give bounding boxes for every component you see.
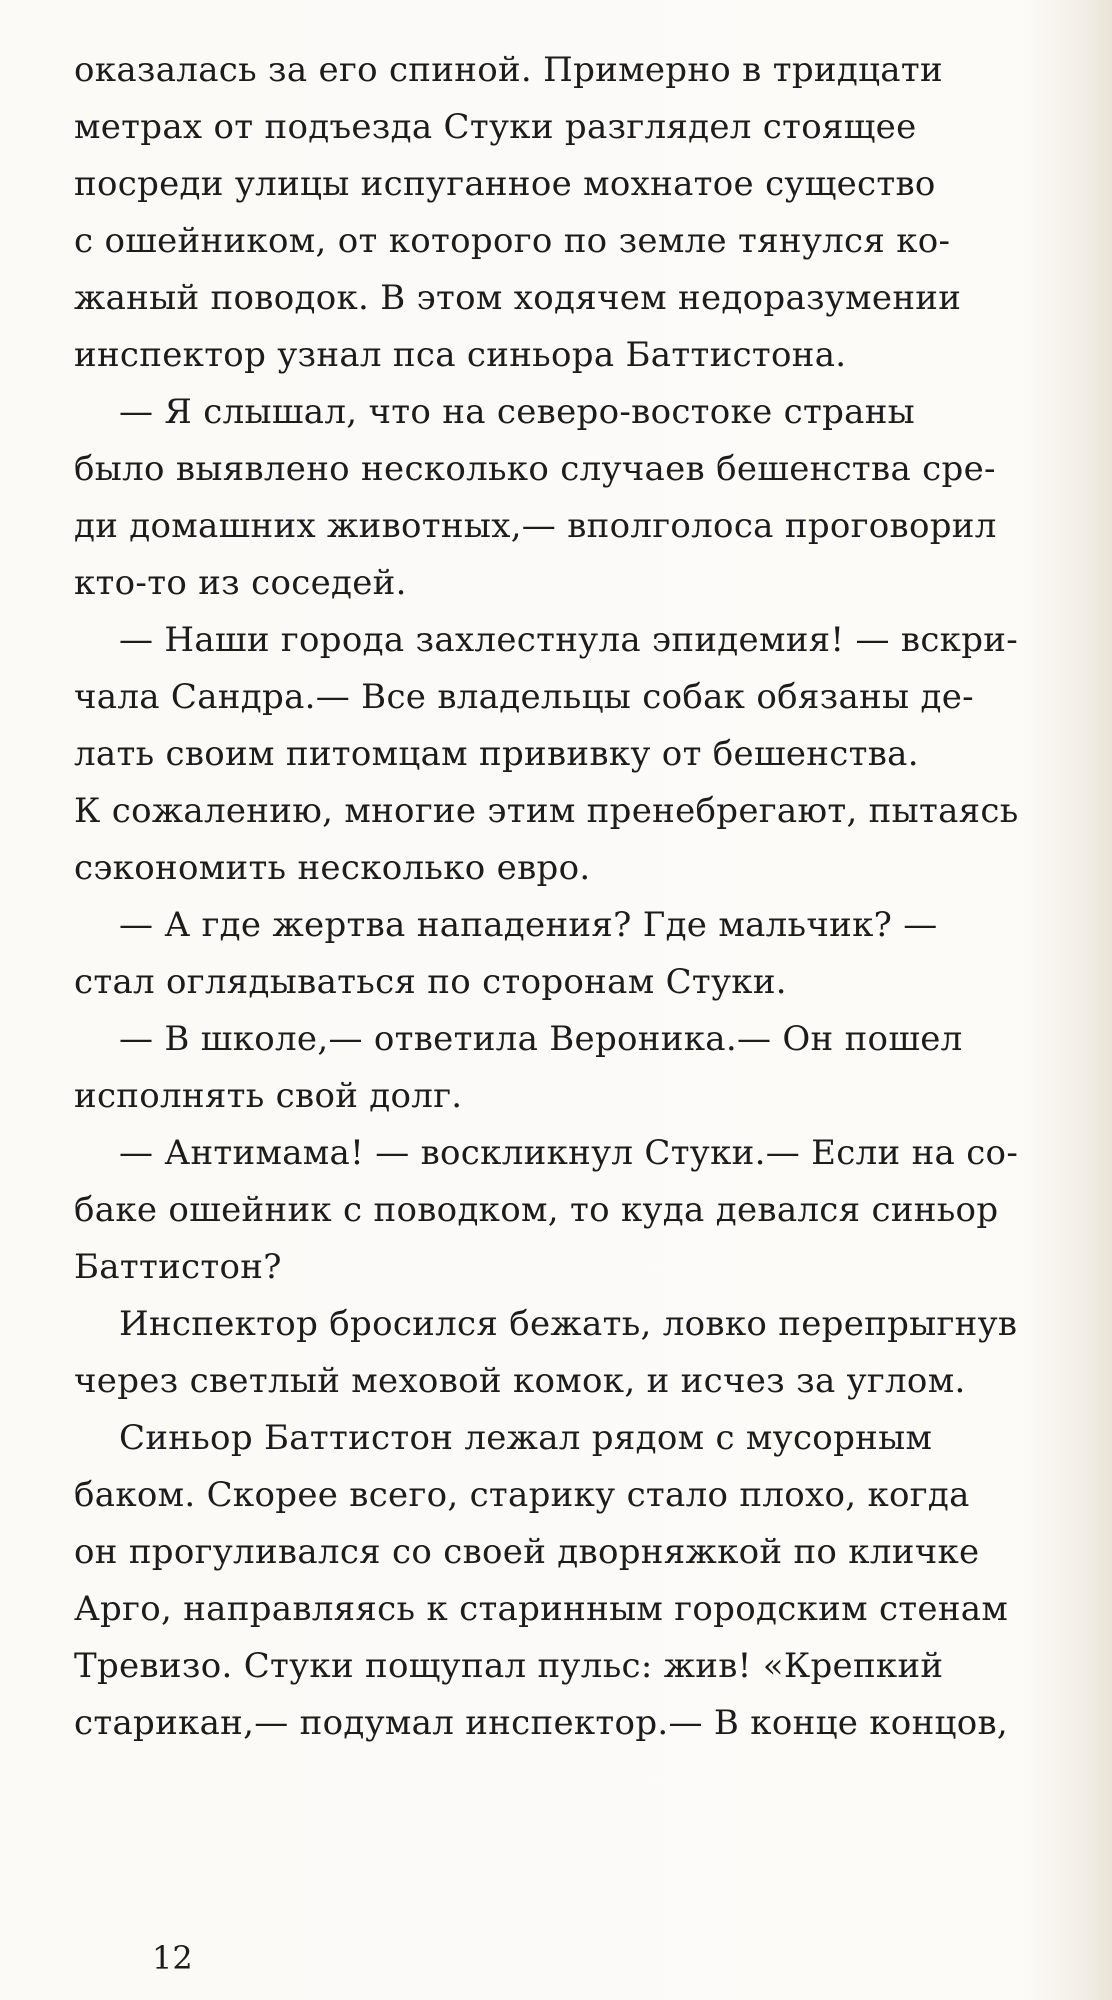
text-line: посреди улицы испуганное мохнатое существо [74, 164, 936, 204]
text-line: — В школе,— ответила Вероника.— Он пошел [119, 1019, 963, 1059]
text-line: ди домашних животных,— вполголоса проговорил [74, 506, 997, 546]
text-line: стал оглядываться по сторонам Стуки. [74, 962, 787, 1002]
text-line: Баттистон? [74, 1247, 282, 1287]
text-line: исполнять свой долг. [74, 1076, 463, 1116]
text-line: старикан,— подумал инспектор.— В конце концов, [74, 1703, 1009, 1743]
text-line: Синьор Баттистон лежал рядом с мусорным [119, 1418, 933, 1458]
text-line: сэкономить несколько евро. [74, 848, 591, 888]
text-line: кто-то из соседей. [74, 563, 407, 603]
text-line: Тревизо. Стуки пощупал пульс: жив! «Крепкий [74, 1646, 944, 1686]
text-line: Инспектор бросился бежать, ловко перепрыгнув [119, 1304, 1018, 1344]
text-line: жаный поводок. В этом ходячем недоразумении [74, 278, 962, 318]
text-line: инспектор узнал пса синьора Баттистона. [74, 335, 847, 375]
text-line: баке ошейник с поводком, то куда девался синьор [74, 1190, 999, 1230]
text-line: было выявлено несколько случаев бешенства сре- [74, 449, 996, 489]
text-line: через светлый меховой комок, и исчез за углом. [74, 1361, 966, 1401]
text-line: К сожалению, многие этим пренебрегают, пытаясь [74, 791, 1019, 831]
text-line: он прогуливался со своей дворняжкой по кличке [74, 1532, 980, 1572]
text-line: оказалась за его спиной. Примерно в тридцати [74, 50, 943, 90]
text-line: баком. Скорее всего, старику стало плохо, когда [74, 1475, 970, 1515]
text-line: — Наши города захлестнула эпидемия! — вскри- [119, 620, 1019, 660]
text-line: — А где жертва нападения? Где мальчик? — [119, 905, 938, 945]
text-line: лать своим питомцам прививку от бешенства. [74, 734, 919, 774]
text-line: чала Сандра.— Все владельцы собак обязаны де- [74, 677, 974, 717]
page-number: 12 [152, 1939, 193, 1977]
text-line: с ошейником, от которого по земле тянулся ко- [74, 221, 951, 261]
text-line: — Антимама! — воскликнул Стуки.— Если на со- [119, 1133, 1019, 1173]
text-line: — Я слышал, что на северо-востоке страны [119, 392, 916, 432]
text-line: метрах от подъезда Стуки разглядел стоящее [74, 107, 917, 147]
text-line: Арго, направляясь к старинным городским стенам [74, 1589, 1009, 1629]
